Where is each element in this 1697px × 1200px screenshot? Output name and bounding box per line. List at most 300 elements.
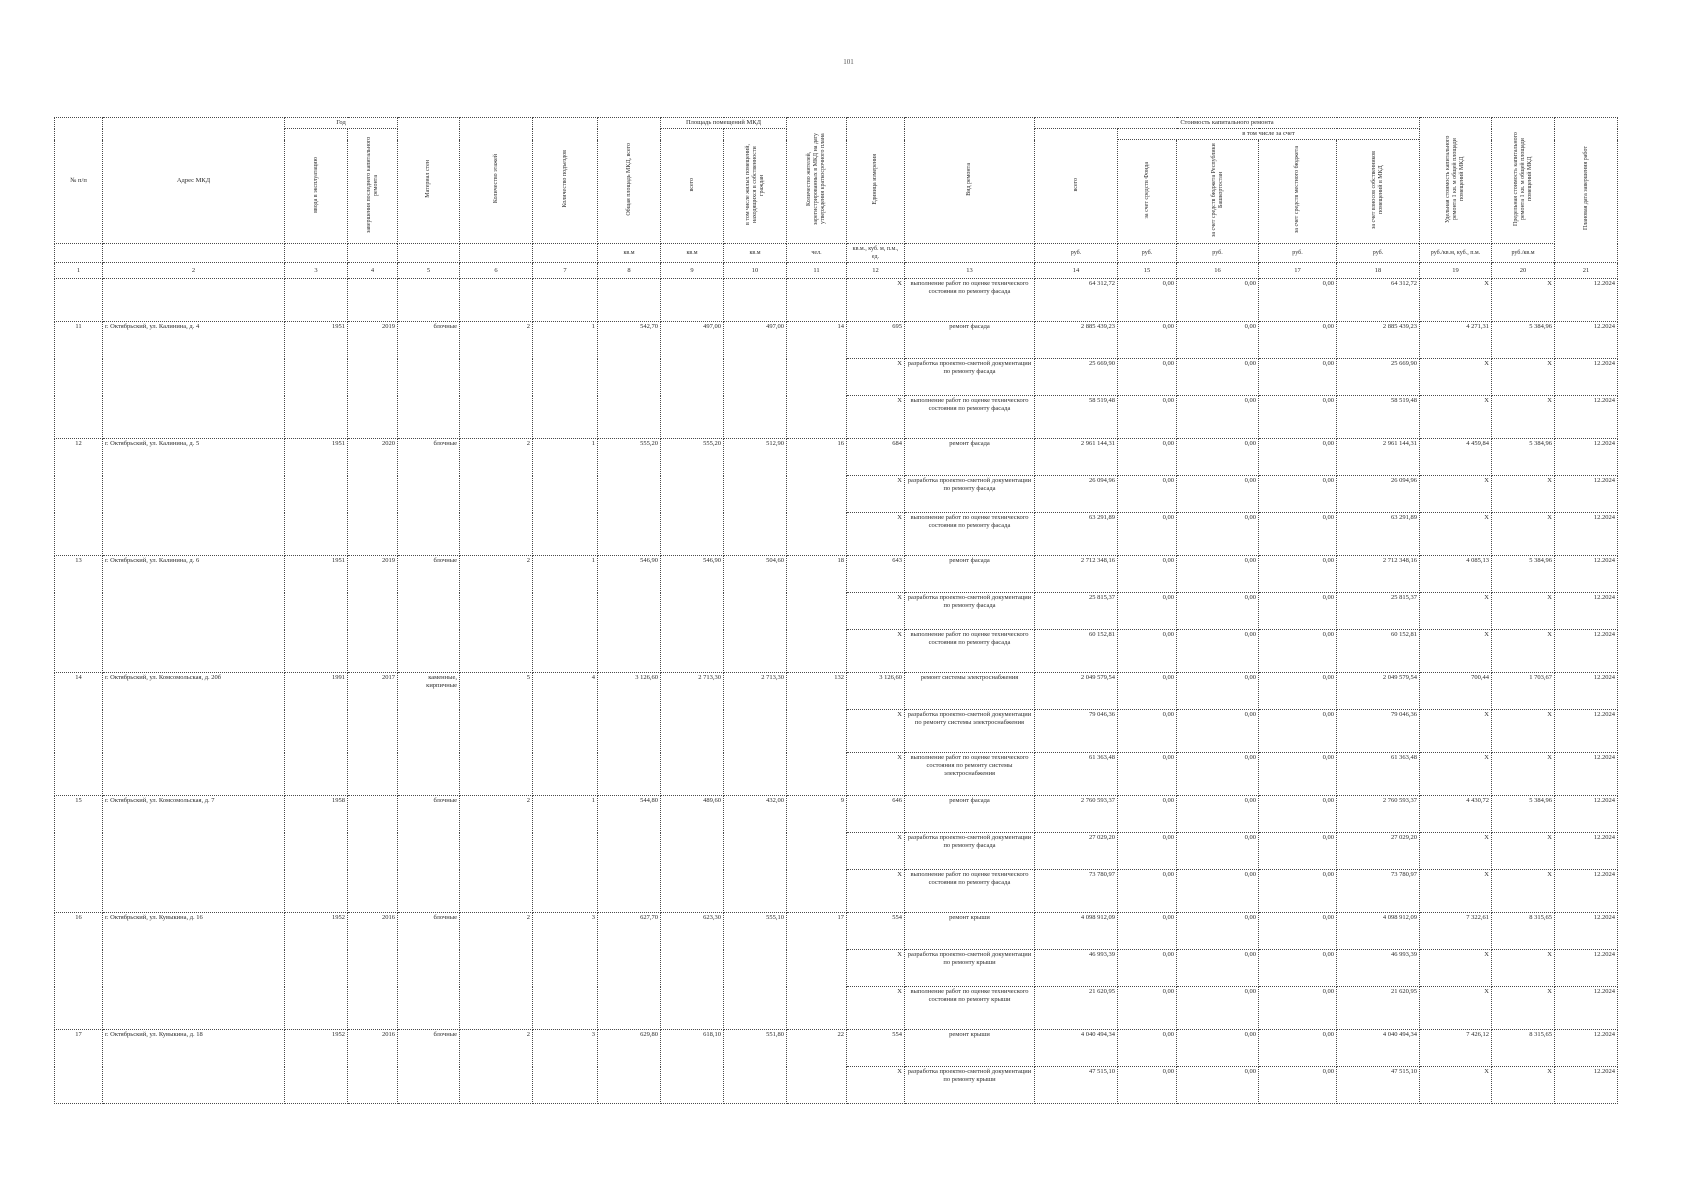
deadline-cell: 12.2024 xyxy=(1555,513,1618,556)
column-number: 21 xyxy=(1555,263,1618,279)
column-number: 16 xyxy=(1177,263,1259,279)
address-cell xyxy=(103,870,285,913)
wall-material-cell xyxy=(398,753,460,796)
year-commission-cell xyxy=(285,833,348,870)
row-number: 15 xyxy=(55,796,103,833)
floors-cell: 2 xyxy=(460,1030,533,1067)
area-residents-cell: 432,00 xyxy=(724,796,787,833)
residents-cell xyxy=(787,870,847,913)
floors-cell: 2 xyxy=(460,913,533,950)
floors-cell xyxy=(460,279,533,322)
column-number: 4 xyxy=(348,263,398,279)
table-row xyxy=(55,1067,1618,1104)
table-row xyxy=(55,710,1618,753)
year-overhaul-cell: 2016 xyxy=(348,913,398,950)
floors-cell xyxy=(460,833,533,870)
wall-material-cell: блочные xyxy=(398,1030,460,1067)
area-residents-cell: 2 713,30 xyxy=(724,673,787,710)
max-cost-cell: X xyxy=(1492,833,1555,870)
max-cost-cell: 1 703,67 xyxy=(1492,673,1555,710)
entrances-cell: 3 xyxy=(533,913,598,950)
total-area-cell xyxy=(598,476,661,513)
area-total-cell xyxy=(661,513,724,556)
cost-republic-cell: 0,00 xyxy=(1177,796,1259,833)
deadline-cell: 12.2024 xyxy=(1555,396,1618,439)
year-overhaul-cell xyxy=(348,396,398,439)
unit-cost-cell: X xyxy=(1420,359,1492,396)
row-number: 14 xyxy=(55,673,103,710)
cost-total-cell: 25 669,90 xyxy=(1035,359,1118,396)
residents-cell xyxy=(787,476,847,513)
cost-total-cell: 4 040 494,34 xyxy=(1035,1030,1118,1067)
cost-total-cell: 26 094,96 xyxy=(1035,476,1118,513)
column-numbers-row xyxy=(55,263,1618,279)
year-commission-cell xyxy=(285,593,348,630)
cost-local-cell: 0,00 xyxy=(1259,593,1337,630)
deadline-cell: 12.2024 xyxy=(1555,833,1618,870)
row-number xyxy=(55,1067,103,1104)
area-total-cell xyxy=(661,950,724,987)
cost-local-cell: 0,00 xyxy=(1259,1067,1337,1104)
header-cost-group: Стоимость капитального ремонта xyxy=(1035,118,1420,129)
deadline-cell: 12.2024 xyxy=(1555,359,1618,396)
column-number: 1 xyxy=(55,263,103,279)
header-area-residents: в том числе жилых помещений, находящихся в собственности граждан xyxy=(724,129,787,244)
area-residents-cell xyxy=(724,870,787,913)
cost-owners-cell: 25 669,90 xyxy=(1337,359,1420,396)
address-cell xyxy=(103,396,285,439)
header-wall-material: Материал стен xyxy=(398,118,460,244)
unit-cost-cell: 7 426,12 xyxy=(1420,1030,1492,1067)
repair-type-cell: разработка проектно-сметной документации по ремонту фасада xyxy=(905,593,1035,630)
unit-cell: 646 xyxy=(847,796,905,833)
cost-fund-cell: 0,00 xyxy=(1118,1067,1177,1104)
residents-cell: 9 xyxy=(787,796,847,833)
area-total-cell xyxy=(661,710,724,753)
cost-owners-cell: 2 760 593,37 xyxy=(1337,796,1420,833)
cost-fund-cell: 0,00 xyxy=(1118,513,1177,556)
wall-material-cell xyxy=(398,593,460,630)
cost-republic-cell: 0,00 xyxy=(1177,753,1259,796)
header-area-total: всего xyxy=(661,129,724,244)
row-number xyxy=(55,753,103,796)
area-residents-cell xyxy=(724,710,787,753)
total-area-cell: 555,20 xyxy=(598,439,661,476)
cost-republic-cell: 0,00 xyxy=(1177,673,1259,710)
cost-local-cell: 0,00 xyxy=(1259,870,1337,913)
floors-cell xyxy=(460,396,533,439)
total-area-cell xyxy=(598,396,661,439)
wall-material-cell xyxy=(398,396,460,439)
cost-local-cell: 0,00 xyxy=(1259,1030,1337,1067)
unit-cell: 554 xyxy=(847,1030,905,1067)
wall-material-cell xyxy=(398,513,460,556)
year-overhaul-cell xyxy=(348,753,398,796)
repair-type-cell: ремонт крыши xyxy=(905,913,1035,950)
cost-republic-cell: 0,00 xyxy=(1177,833,1259,870)
total-area-cell xyxy=(598,279,661,322)
address-cell xyxy=(103,1067,285,1104)
area-residents-cell xyxy=(724,513,787,556)
year-commission-cell xyxy=(285,630,348,673)
area-residents-cell: 555,10 xyxy=(724,913,787,950)
deadline-cell: 12.2024 xyxy=(1555,1030,1618,1067)
unit-cost-cell: X xyxy=(1420,1067,1492,1104)
year-overhaul-cell xyxy=(348,987,398,1030)
year-commission-cell xyxy=(285,513,348,556)
address-cell: г. Октябрьский, ул. Калинина, д. 5 xyxy=(103,439,285,476)
cost-local-cell: 0,00 xyxy=(1259,279,1337,322)
cost-owners-cell: 2 885 439,23 xyxy=(1337,322,1420,359)
max-cost-cell: X xyxy=(1492,476,1555,513)
table-row xyxy=(55,913,1618,950)
cost-local-cell: 0,00 xyxy=(1259,673,1337,710)
year-overhaul-cell xyxy=(348,1067,398,1104)
area-residents-cell: 512,90 xyxy=(724,439,787,476)
area-residents-cell xyxy=(724,833,787,870)
cost-local-cell: 0,00 xyxy=(1259,396,1337,439)
cost-republic-cell: 0,00 xyxy=(1177,1030,1259,1067)
max-cost-cell: X xyxy=(1492,630,1555,673)
cost-owners-cell: 79 046,36 xyxy=(1337,710,1420,753)
cost-fund-cell: 0,00 xyxy=(1118,593,1177,630)
header-num: № п/п xyxy=(55,118,103,244)
area-residents-cell xyxy=(724,593,787,630)
cost-local-cell: 0,00 xyxy=(1259,476,1337,513)
unit-cost-cell: 4 459,84 xyxy=(1420,439,1492,476)
wall-material-cell xyxy=(398,630,460,673)
unit-cell: X xyxy=(847,833,905,870)
unit-cell: X xyxy=(847,1067,905,1104)
address-cell xyxy=(103,513,285,556)
area-total-cell: 497,00 xyxy=(661,322,724,359)
row-number: 11 xyxy=(55,322,103,359)
total-area-cell: 627,70 xyxy=(598,913,661,950)
floors-cell xyxy=(460,710,533,753)
year-commission-cell: 1952 xyxy=(285,913,348,950)
wall-material-cell xyxy=(398,359,460,396)
cost-local-cell: 0,00 xyxy=(1259,556,1337,593)
year-overhaul-cell xyxy=(348,950,398,987)
address-cell xyxy=(103,630,285,673)
year-overhaul-cell xyxy=(348,630,398,673)
cost-fund-cell: 0,00 xyxy=(1118,753,1177,796)
max-cost-cell: 5 384,96 xyxy=(1492,322,1555,359)
max-cost-cell: 5 384,96 xyxy=(1492,796,1555,833)
unit-label: кв.м xyxy=(724,244,787,263)
address-cell: г. Октябрьский, ул. Калинина, д. 6 xyxy=(103,556,285,593)
max-cost-cell: X xyxy=(1492,950,1555,987)
deadline-cell: 12.2024 xyxy=(1555,987,1618,1030)
year-overhaul-cell xyxy=(348,279,398,322)
cost-owners-cell: 46 993,39 xyxy=(1337,950,1420,987)
row-number: 17 xyxy=(55,1030,103,1067)
max-cost-cell: X xyxy=(1492,870,1555,913)
cost-local-cell: 0,00 xyxy=(1259,359,1337,396)
header-unit: Единица измерения xyxy=(847,118,905,244)
year-overhaul-cell: 2019 xyxy=(348,556,398,593)
table-row xyxy=(55,322,1618,359)
cost-fund-cell: 0,00 xyxy=(1118,556,1177,593)
column-number: 20 xyxy=(1492,263,1555,279)
row-number xyxy=(55,987,103,1030)
wall-material-cell xyxy=(398,950,460,987)
wall-material-cell xyxy=(398,870,460,913)
cost-owners-cell: 64 312,72 xyxy=(1337,279,1420,322)
cost-fund-cell: 0,00 xyxy=(1118,630,1177,673)
area-residents-cell xyxy=(724,630,787,673)
entrances-cell xyxy=(533,476,598,513)
unit-label: кв.м xyxy=(661,244,724,263)
deadline-cell: 12.2024 xyxy=(1555,796,1618,833)
area-residents-cell xyxy=(724,1067,787,1104)
cost-fund-cell: 0,00 xyxy=(1118,870,1177,913)
wall-material-cell xyxy=(398,476,460,513)
cost-total-cell: 61 363,48 xyxy=(1035,753,1118,796)
total-area-cell xyxy=(598,1067,661,1104)
total-area-cell xyxy=(598,359,661,396)
area-residents-cell: 551,80 xyxy=(724,1030,787,1067)
address-cell: г. Октябрьский, ул. Комсомольская, д. 7 xyxy=(103,796,285,833)
unit-cost-cell: 4 271,31 xyxy=(1420,322,1492,359)
cost-fund-cell: 0,00 xyxy=(1118,673,1177,710)
max-cost-cell: X xyxy=(1492,513,1555,556)
column-number: 15 xyxy=(1118,263,1177,279)
column-number: 13 xyxy=(905,263,1035,279)
row-number xyxy=(55,279,103,322)
unit-cell: 684 xyxy=(847,439,905,476)
repair-type-cell: выполнение работ по оценке технического состояния по ремонту фасада xyxy=(905,279,1035,322)
repair-type-cell: выполнение работ по оценке технического состояния по ремонту фасада xyxy=(905,870,1035,913)
area-total-cell xyxy=(661,593,724,630)
residents-cell xyxy=(787,833,847,870)
table-row xyxy=(55,796,1618,833)
cost-fund-cell: 0,00 xyxy=(1118,396,1177,439)
repair-type-cell: выполнение работ по оценке технического состояния по ремонту системы электроснабжения xyxy=(905,753,1035,796)
column-number: 17 xyxy=(1259,263,1337,279)
area-residents-cell xyxy=(724,753,787,796)
residents-cell xyxy=(787,987,847,1030)
cost-total-cell: 64 312,72 xyxy=(1035,279,1118,322)
address-cell: г. Октябрьский, ул. Калинина, д. 4 xyxy=(103,322,285,359)
deadline-cell: 12.2024 xyxy=(1555,710,1618,753)
area-residents-cell xyxy=(724,476,787,513)
cost-owners-cell: 2 961 144,31 xyxy=(1337,439,1420,476)
cost-republic-cell: 0,00 xyxy=(1177,710,1259,753)
unit-cell: X xyxy=(847,950,905,987)
year-overhaul-cell xyxy=(348,833,398,870)
table-row xyxy=(55,1030,1618,1067)
deadline-cell: 12.2024 xyxy=(1555,870,1618,913)
table-row xyxy=(55,753,1618,796)
cost-local-cell: 0,00 xyxy=(1259,322,1337,359)
unit-cost-cell: 700,44 xyxy=(1420,673,1492,710)
header-cost-republic: за счет средств бюджета Республики Башкортостан xyxy=(1177,140,1259,244)
year-overhaul-cell xyxy=(348,796,398,833)
wall-material-cell: блочные xyxy=(398,556,460,593)
year-commission-cell: 1991 xyxy=(285,673,348,710)
cost-republic-cell: 0,00 xyxy=(1177,513,1259,556)
cost-local-cell: 0,00 xyxy=(1259,439,1337,476)
cost-owners-cell: 4 098 912,09 xyxy=(1337,913,1420,950)
unit-label: руб. xyxy=(1035,244,1118,263)
cost-total-cell: 46 993,39 xyxy=(1035,950,1118,987)
cost-fund-cell: 0,00 xyxy=(1118,359,1177,396)
unit-cell: X xyxy=(847,359,905,396)
entrances-cell xyxy=(533,710,598,753)
unit-label: руб. xyxy=(1177,244,1259,263)
row-number xyxy=(55,476,103,513)
header-address: Адрес МКД xyxy=(103,118,285,244)
unit-cost-cell: X xyxy=(1420,987,1492,1030)
table-row xyxy=(55,630,1618,673)
cost-total-cell: 4 098 912,09 xyxy=(1035,913,1118,950)
column-number: 10 xyxy=(724,263,787,279)
wall-material-cell xyxy=(398,833,460,870)
cost-republic-cell: 0,00 xyxy=(1177,1067,1259,1104)
repair-type-cell: разработка проектно-сметной документации по ремонту фасада xyxy=(905,476,1035,513)
table-row xyxy=(55,556,1618,593)
cost-fund-cell: 0,00 xyxy=(1118,796,1177,833)
repair-type-cell: разработка проектно-сметной документации по ремонту крыши xyxy=(905,950,1035,987)
residents-cell xyxy=(787,593,847,630)
cost-owners-cell: 2 049 579,54 xyxy=(1337,673,1420,710)
cost-republic-cell: 0,00 xyxy=(1177,870,1259,913)
residents-cell xyxy=(787,396,847,439)
row-number xyxy=(55,833,103,870)
total-area-cell xyxy=(598,513,661,556)
deadline-cell: 12.2024 xyxy=(1555,673,1618,710)
floors-cell xyxy=(460,753,533,796)
residents-cell xyxy=(787,359,847,396)
entrances-cell xyxy=(533,513,598,556)
area-residents-cell xyxy=(724,396,787,439)
table-row xyxy=(55,950,1618,987)
cost-total-cell: 79 046,36 xyxy=(1035,710,1118,753)
unit-cell: X xyxy=(847,279,905,322)
total-area-cell: 542,70 xyxy=(598,322,661,359)
max-cost-cell: 8 315,65 xyxy=(1492,913,1555,950)
max-cost-cell: X xyxy=(1492,279,1555,322)
cost-owners-cell: 21 620,95 xyxy=(1337,987,1420,1030)
column-number: 9 xyxy=(661,263,724,279)
cost-owners-cell: 26 094,96 xyxy=(1337,476,1420,513)
repair-type-cell: ремонт системы электроснабжения xyxy=(905,673,1035,710)
residents-cell xyxy=(787,710,847,753)
cost-republic-cell: 0,00 xyxy=(1177,987,1259,1030)
column-number: 8 xyxy=(598,263,661,279)
area-residents-cell: 504,60 xyxy=(724,556,787,593)
year-overhaul-cell: 2016 xyxy=(348,1030,398,1067)
year-commission-cell: 1951 xyxy=(285,322,348,359)
total-area-cell xyxy=(598,710,661,753)
deadline-cell: 12.2024 xyxy=(1555,322,1618,359)
repair-type-cell: выполнение работ по оценке технического состояния по ремонту фасада xyxy=(905,513,1035,556)
address-cell xyxy=(103,833,285,870)
area-total-cell xyxy=(661,987,724,1030)
wall-material-cell xyxy=(398,1067,460,1104)
cost-total-cell: 2 712 348,16 xyxy=(1035,556,1118,593)
year-commission-cell xyxy=(285,950,348,987)
cost-republic-cell: 0,00 xyxy=(1177,359,1259,396)
area-total-cell: 618,10 xyxy=(661,1030,724,1067)
row-number xyxy=(55,396,103,439)
residents-cell xyxy=(787,753,847,796)
cost-republic-cell: 0,00 xyxy=(1177,279,1259,322)
header-year-overhaul: завершения последнего капитального ремонта xyxy=(348,129,398,244)
total-area-cell: 546,90 xyxy=(598,556,661,593)
unit-label: руб. xyxy=(1118,244,1177,263)
cost-owners-cell: 27 029,20 xyxy=(1337,833,1420,870)
entrances-cell: 3 xyxy=(533,1030,598,1067)
cost-total-cell: 2 885 439,23 xyxy=(1035,322,1118,359)
table-row xyxy=(55,513,1618,556)
max-cost-cell: 8 315,65 xyxy=(1492,1030,1555,1067)
address-cell xyxy=(103,753,285,796)
repair-plan-table xyxy=(54,117,1618,1104)
unit-label: руб./кв.м xyxy=(1492,244,1555,263)
cost-fund-cell: 0,00 xyxy=(1118,1030,1177,1067)
cost-total-cell: 21 620,95 xyxy=(1035,987,1118,1030)
area-total-cell xyxy=(661,833,724,870)
header-cost-owners: за счет взносов собственников помещений в МКД xyxy=(1337,140,1420,244)
total-area-cell xyxy=(598,950,661,987)
repair-type-cell: выполнение работ по оценке технического состояния по ремонту фасада xyxy=(905,396,1035,439)
floors-cell xyxy=(460,630,533,673)
unit-label: руб. xyxy=(1259,244,1337,263)
area-total-cell xyxy=(661,279,724,322)
unit-cell: X xyxy=(847,513,905,556)
row-number: 13 xyxy=(55,556,103,593)
deadline-cell: 12.2024 xyxy=(1555,913,1618,950)
repair-type-cell: разработка проектно-сметной документации по ремонту системы электроснабжения xyxy=(905,710,1035,753)
column-number: 5 xyxy=(398,263,460,279)
floors-cell xyxy=(460,476,533,513)
unit-cell: X xyxy=(847,593,905,630)
cost-fund-cell: 0,00 xyxy=(1118,439,1177,476)
row-number xyxy=(55,593,103,630)
header-cost-total: всего xyxy=(1035,129,1118,244)
entrances-cell: 4 xyxy=(533,673,598,710)
unit-cost-cell: X xyxy=(1420,753,1492,796)
row-number xyxy=(55,359,103,396)
cost-republic-cell: 0,00 xyxy=(1177,322,1259,359)
year-commission-cell xyxy=(285,359,348,396)
unit-label: кв.м xyxy=(598,244,661,263)
cost-local-cell: 0,00 xyxy=(1259,630,1337,673)
total-area-cell xyxy=(598,593,661,630)
entrances-cell: 1 xyxy=(533,556,598,593)
column-number: 19 xyxy=(1420,263,1492,279)
wall-material-cell: блочные xyxy=(398,439,460,476)
cost-republic-cell: 0,00 xyxy=(1177,593,1259,630)
cost-fund-cell: 0,00 xyxy=(1118,322,1177,359)
entrances-cell xyxy=(533,279,598,322)
unit-cell: X xyxy=(847,476,905,513)
residents-cell xyxy=(787,513,847,556)
year-commission-cell: 1951 xyxy=(285,556,348,593)
residents-cell: 16 xyxy=(787,439,847,476)
entrances-cell xyxy=(533,630,598,673)
year-overhaul-cell: 2017 xyxy=(348,673,398,710)
entrances-cell xyxy=(533,987,598,1030)
unit-cost-cell: X xyxy=(1420,710,1492,753)
table-row xyxy=(55,439,1618,476)
cost-total-cell: 2 049 579,54 xyxy=(1035,673,1118,710)
entrances-cell xyxy=(533,359,598,396)
area-residents-cell xyxy=(724,987,787,1030)
header-year-commission: ввода в эксплуатацию xyxy=(285,129,348,244)
